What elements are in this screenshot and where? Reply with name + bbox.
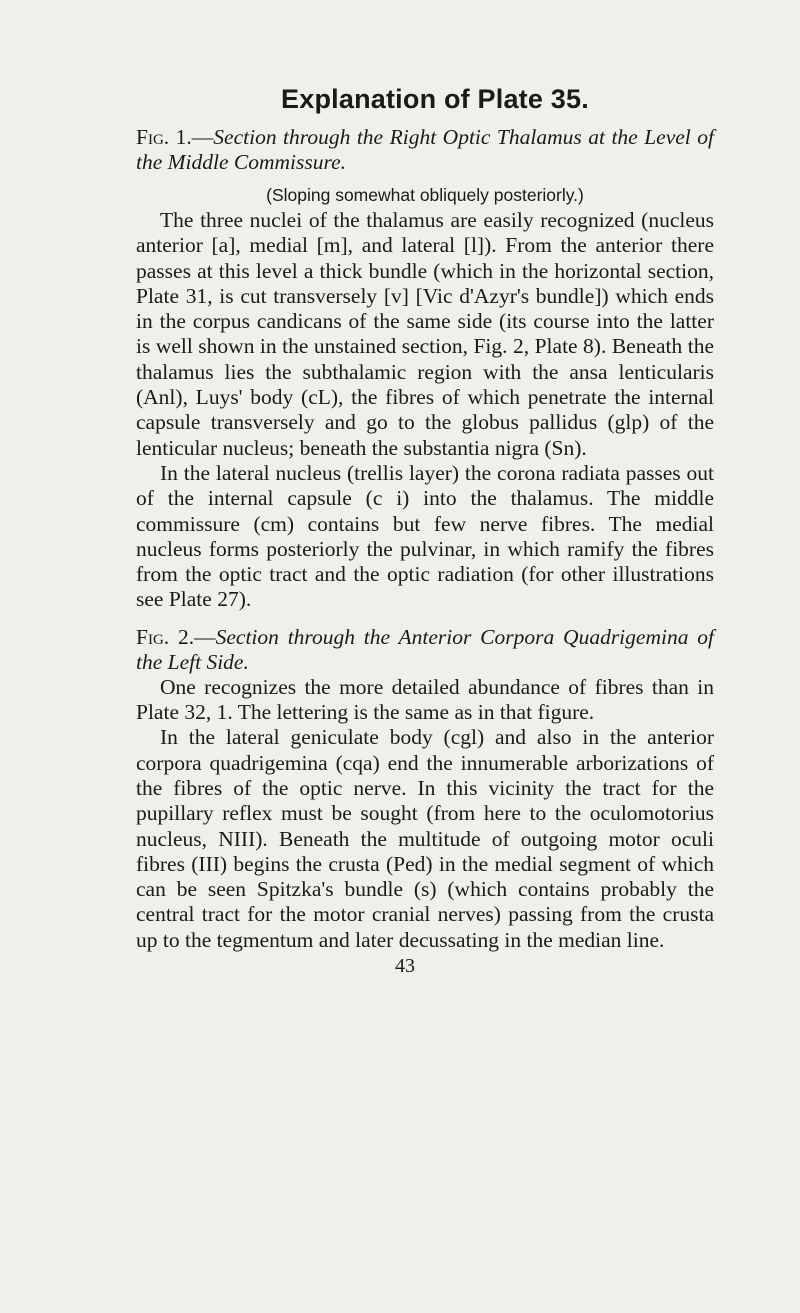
page-title: Explanation of Plate 35. [281, 84, 589, 114]
fig2-dash: — [194, 624, 216, 649]
fig2-paragraph-1: One recognizes the more detailed abundance of fibres than in Plate 32, 1. The lettering is the same as in that figure. [136, 674, 714, 725]
fig1-paragraph-2: In the lateral nucleus (trellis layer) the corona radiata passes out of the internal capsule (c i) into the thalamus. The middle commissure (cm) contains but few nerve fibres. The medial nucleus forms posteriorly the pulvinar, in which ramify the fibres from the optic tract and the optic radiation (for other illustrations see Plate 27). [136, 460, 714, 612]
fig1-label: Fig. 1. [136, 125, 192, 149]
fig1-dash: — [191, 125, 214, 149]
fig2-title: Section through the Anterior Corpora Quadrigemina of the Left Side. [136, 624, 714, 674]
fig1-title: Section through the Right Optic Thalamus at the Level of the Middle Commissure. [136, 125, 714, 174]
fig1-paragraph-1: The three nuclei of the thalamus are easily recognized (nucleus anterior [a], medial [m], and lateral [l]). From the anterior there passes at this level a thick bundle (which in the horizontal section, Plate 31, is cut transversely [v] [Vic d'Azyr's bundle]) which ends in the corpus candicans of the same side (its course into the latter is well shown in the unstained section, Fig. 2, Plate 8). Beneath the thalamus lies the subthalamic region with the ansa lenticularis (Anl), Luys' body (cL), the fibres of which penetrate the internal capsule transversely and go to the globus pallidus (glp) of the lenticular nucleus; beneath the substantia nigra (Sn). [136, 208, 714, 460]
fig2-label: Fig. 2. [136, 624, 195, 649]
fig1-heading [136, 125, 714, 175]
fig2-paragraph-2: In the lateral geniculate body (cgl) and also in the anterior corpora quadrigemina (cqa) end the innumerable arborizations of the fibres of the optic nerve. In this vicinity the tract for the pupillary reflex must be sought (from here to the oculomotorius nucleus, NIII). Beneath the multitude of outgoing motor oculi fibres (III) begins the crusta (Ped) in the medial segment of which can be seen Spitzka's bundle (s) (which contains probably the central tract for the motor cranial nerves) passing from the crusta up to the tegmentum and later decussating in the median line. [136, 725, 714, 952]
fig1-note: (Sloping somewhat obliquely posteriorly.) [266, 185, 584, 205]
section-gap [136, 613, 714, 625]
fig2-heading [136, 625, 714, 675]
page-number: 43 [395, 955, 415, 978]
